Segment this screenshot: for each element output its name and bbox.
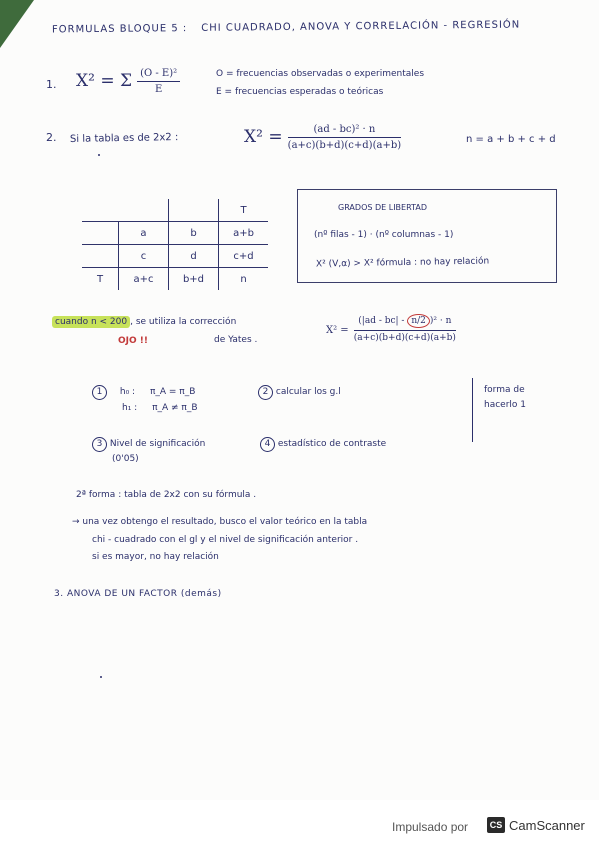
camscanner-brand: CamScanner: [509, 818, 585, 833]
ink-dot: [98, 154, 100, 156]
box-formula: (nº filas - 1) · (nº columnas - 1): [314, 230, 454, 240]
step3: [92, 437, 205, 452]
legend-observed: O = frecuencias observadas o experimentales: [216, 69, 425, 79]
table-cell: b+d: [169, 268, 219, 291]
method2-line1: 2ª forma : tabla de 2x2 con su fórmula .: [76, 490, 257, 500]
step3-value: (0'05): [112, 454, 139, 464]
yates-text1: , se utiliza la corrección: [130, 317, 237, 327]
step1-h1: [122, 403, 198, 413]
step1-number: 1: [92, 385, 107, 400]
h0-value: π_A = π_B: [149, 387, 196, 397]
formula2-fraction: [288, 124, 401, 151]
formula1-fraction: [137, 68, 180, 95]
table-cell: c: [119, 245, 169, 268]
table-header-total: T: [219, 199, 269, 222]
chi-square-formula: [76, 68, 180, 95]
step4: [260, 437, 386, 452]
formula2-numerator: (ad - bc)² · n: [288, 124, 401, 138]
section3-heading: 3. ANOVA DE UN FACTOR (demás): [54, 589, 222, 599]
section2-number: 2.: [46, 131, 57, 144]
yates-highlight: cuando n < 200: [52, 316, 130, 328]
box-rule: X² (V,α) > X² fórmula : no hay relación: [315, 256, 490, 270]
table-row: [82, 245, 268, 268]
page-corner-fold: [0, 0, 34, 48]
camscanner-logo-icon: CS: [487, 817, 505, 833]
step1: [92, 385, 195, 400]
step2-number: 2: [258, 385, 273, 400]
yates-denominator: (a+c)(b+d)(c+d)(a+b): [353, 333, 456, 343]
step2-text: calcular los g.l: [275, 387, 341, 397]
yates-condition-line: [52, 317, 236, 327]
section2-text: Si la tabla es de 2x2 :: [69, 132, 179, 145]
table-cell: n: [219, 268, 269, 291]
n-half-circled: n/2: [407, 314, 430, 328]
table-cell: a+c: [119, 268, 169, 291]
table-cell: a+b: [219, 222, 269, 245]
formula1-numerator: (O - E)²: [137, 68, 180, 82]
table-cell: d: [169, 245, 219, 268]
h1-value: π_A ≠ π_B: [152, 403, 198, 413]
formula2-denominator: (a+c)(b+d)(c+d)(a+b): [287, 140, 402, 151]
yates-numerator: (|ad - bc| - n/2 )² · n: [354, 314, 456, 331]
legend-expected: E = frecuencias esperadas o teóricas: [216, 87, 384, 97]
h0-label: h₀ :: [119, 387, 136, 397]
chi-square-2x2-formula: [244, 124, 401, 151]
table-total-label: T: [82, 268, 119, 291]
method2-line4: si es mayor, no hay relación: [92, 552, 219, 562]
step4-number: 4: [260, 437, 275, 452]
yates-lhs: X² =: [326, 325, 349, 336]
step3-number: 3: [92, 437, 107, 452]
section1-number: 1.: [46, 78, 57, 91]
warning-note: OJO !!: [118, 336, 148, 346]
formula1-denominator: E: [154, 84, 163, 95]
page-title: [52, 20, 520, 36]
method2-line2: → una vez obtengo el resultado, busco el valor teórico en la tabla: [72, 517, 368, 527]
formula1-lhs: X² = Σ: [76, 71, 132, 91]
yates-fraction: [354, 314, 456, 343]
yates-formula: [326, 314, 456, 343]
table-cell: b: [169, 222, 219, 245]
formula2-lhs: X² =: [244, 127, 283, 147]
side-note-1: forma de: [484, 385, 525, 395]
side-note-2: hacerlo 1: [484, 400, 526, 410]
yates-text2: de Yates .: [214, 335, 258, 345]
table-total-row: [82, 268, 268, 291]
contingency-table: [82, 199, 268, 290]
step4-text: estadístico de contraste: [277, 439, 387, 449]
method2-line3: chi - cuadrado con el gl y el nivel de significación anterior .: [92, 535, 359, 545]
bracket-line: [472, 378, 477, 442]
ink-dot: [100, 676, 102, 678]
table-cell: c+d: [219, 245, 269, 268]
box-title: GRADOS DE LIBERTAD: [338, 203, 427, 212]
table-cell: a: [119, 222, 169, 245]
title-part2: CHI CUADRADO, ANOVA Y CORRELACIÓN - REGRESIÓN: [201, 19, 521, 34]
step2: [258, 385, 341, 400]
table-row: [82, 222, 268, 245]
n-definition: n = a + b + c + d: [466, 134, 556, 145]
step3-text: Nivel de significación: [109, 439, 206, 449]
powered-by-label: Impulsado por: [392, 820, 469, 834]
title-part1: FORMULAS BLOQUE 5 :: [51, 23, 188, 36]
table-header-row: [82, 199, 268, 222]
h1-label: h₁ :: [122, 403, 138, 413]
